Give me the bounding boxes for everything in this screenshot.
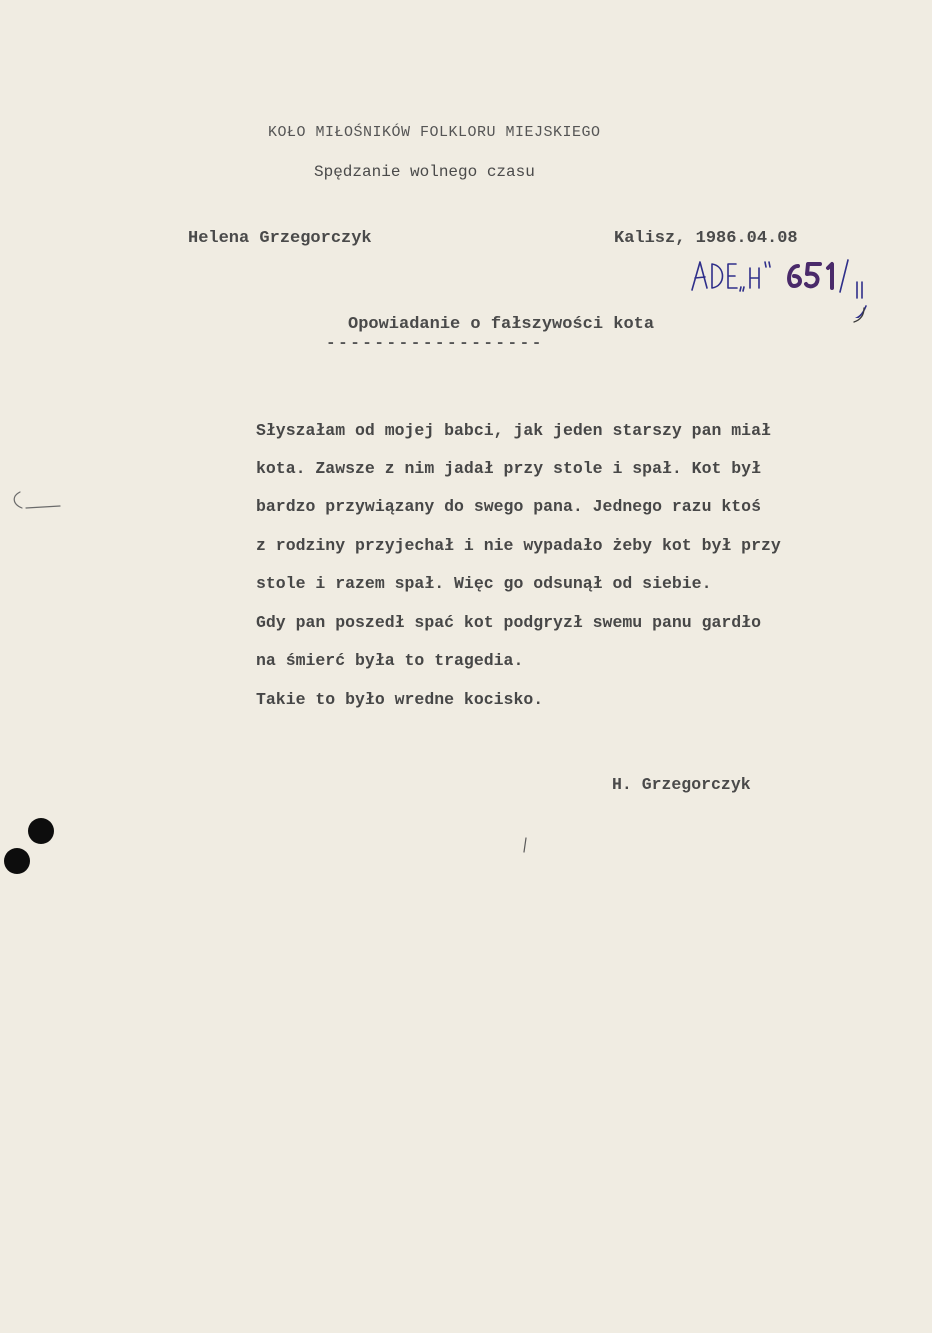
story-title: Opowiadanie o fałszywości kota xyxy=(348,315,655,334)
title-underline: ------------------ xyxy=(326,334,544,352)
story-line: kota. Zawsze z nim jadał przy stole i spał. Kot był xyxy=(256,459,761,478)
story-line: na śmierć była to tragedia. xyxy=(256,651,524,670)
paper-mark xyxy=(6,486,62,516)
story-line: Gdy pan poszedł spać kot podgryzł swemu panu gardło xyxy=(256,613,761,632)
place-and-date: Kalisz, 1986.04.08 xyxy=(614,229,798,248)
story-line: Słyszałam od mojej babci, jak jeden starszy pan miał xyxy=(256,421,771,440)
punch-hole xyxy=(28,818,54,844)
paper-mark xyxy=(520,836,530,856)
story-line: z rodziny przyjechał i nie wypadało żeby kot był przy xyxy=(256,536,781,555)
story-line: bardzo przywiązany do swego pana. Jednego razu ktoś xyxy=(256,497,761,516)
punch-hole xyxy=(4,848,30,874)
paper-mark xyxy=(852,306,868,324)
story-line: stole i razem spał. Więc go odsunął od siebie. xyxy=(256,574,712,593)
story-line: Takie to było wredne kocisko. xyxy=(256,690,544,709)
organization-heading: KOŁO MIŁOŚNIKÓW FOLKLORU MIEJSKIEGO xyxy=(268,124,601,141)
typed-signature: H. Grzegorczyk xyxy=(612,775,751,794)
author-name: Helena Grzegorczyk xyxy=(188,229,372,248)
subtitle: Spędzanie wolnego czasu xyxy=(314,163,535,181)
